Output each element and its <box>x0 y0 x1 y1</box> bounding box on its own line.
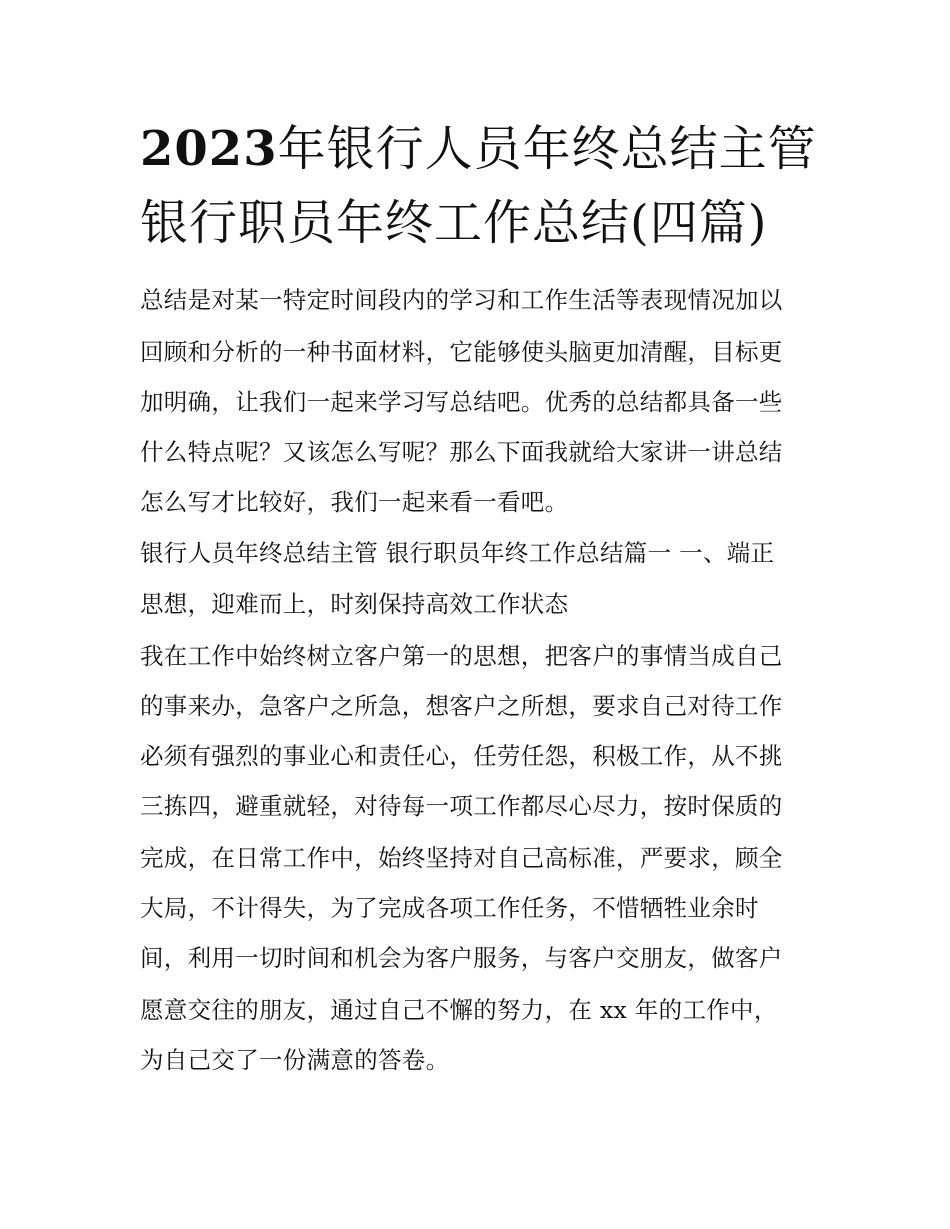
body-line: 的事来办，急客户之所急，想客户之所想，要求自己对待工作 <box>140 692 783 720</box>
title-line2-text: 银行职员年终工作总结(四篇) <box>140 195 768 251</box>
body-line: 大局，不计得失，为了完成各项工作任务，不惜牺牲业余时 <box>140 894 759 922</box>
body-line: 加明确，让我们一起来学习写总结吧。优秀的总结都具备一些 <box>140 388 783 416</box>
body-line: 回顾和分析的一种书面材料，它能够使头脑更加清醒，目标更 <box>140 338 783 366</box>
document-title <box>140 112 830 260</box>
body-line: 愿意交往的朋友，通过自己不懈的努力，在 xx 年的工作中， <box>140 996 778 1024</box>
body-line: 间，利用一切时间和机会为客户服务，与客户交朋友，做客户 <box>140 944 783 972</box>
title-year: 2023 <box>140 121 278 177</box>
body-line: 三拣四，避重就轻，对待每一项工作都尽心尽力，按时保质的 <box>140 792 783 820</box>
body-line: 完成，在日常工作中，始终坚持对自己高标准，严要求，顾全 <box>140 844 783 872</box>
body-line: 什么特点呢？又该怎么写呢？那么下面我就给大家讲一讲总结 <box>140 438 783 466</box>
body-line: 必须有强烈的事业心和责任心，任劳任怨，积极工作，从不挑 <box>140 742 783 770</box>
body-line: 为自己交了一份满意的答卷。 <box>140 1046 450 1074</box>
body-line: 我在工作中始终树立客户第一的思想，把客户的事情当成自己 <box>140 642 783 670</box>
section-heading-line: 思想，迎难而上，时刻保持高效工作状态 <box>140 590 569 618</box>
title-line1-text: 年银行人员年终总结主管 <box>277 121 817 177</box>
body-line: 总结是对某一特定时间段内的学习和工作生活等表现情况加以 <box>140 286 783 314</box>
section-heading-line: 银行人员年终总结主管 银行职员年终工作总结篇一 一、端正 <box>140 539 775 567</box>
body-line: 怎么写才比较好，我们一起来看一看吧。 <box>140 488 569 516</box>
